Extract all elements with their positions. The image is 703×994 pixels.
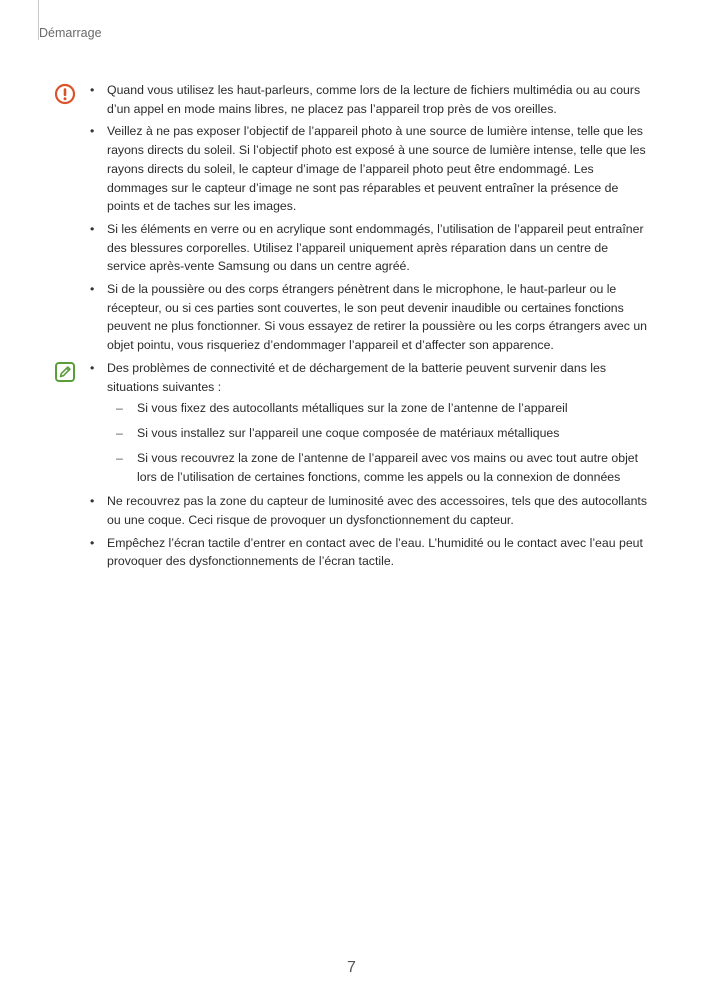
note-item: • Empêchez l’écran tactile d’entrer en contact avec de l’eau. L’humidité ou le contact avec l’eau peut provoquer des dysfonctionnements de l’écran tactile. — [90, 534, 650, 571]
note-list — [90, 359, 650, 575]
section-title: Démarrage — [39, 26, 102, 40]
note-icon — [54, 361, 76, 383]
note-sub-item: – Si vous fixez des autocollants métalliques sur la zone de l’antenne de l’appareil — [107, 399, 650, 418]
caution-icon — [54, 83, 76, 105]
caution-item: • Veillez à ne pas exposer l’objectif de l’appareil photo à une source de lumière intense, telle que les rayons directs du soleil. Si l’objectif photo est exposé à une source de lumière intense, telle que les rayons directs du soleil, le capteur d’image de l’appareil photo peut être endommagé. Les dommages sur le capteur d’image ne sont pas réparables et peuvent entraîner la présence de points et de taches sur les images. — [90, 122, 650, 216]
note-item — [90, 359, 650, 486]
note-sub-item: – Si vous recouvrez la zone de l’antenne de l’appareil avec vos mains ou avec tout autre objet lors de l’utilisation de certaines fonctions, comme les appels ou la connexion de données — [107, 449, 650, 486]
note-sub-item: – Si vous installez sur l’appareil une coque composée de matériaux métalliques — [107, 424, 650, 443]
page-number: 7 — [347, 959, 356, 976]
caution-item: • Si de la poussière ou des corps étrangers pénètrent dans le microphone, le haut-parleur ou le récepteur, ou si ces parties sont couvertes, le son peut devenir inaudible ou certaines fonctions peuvent ne plus fonctionner. Si vous essayez de retirer la poussière ou les corps étrangers avec un objet pointu, vous risqueriez d’endommager l’appareil et d’affecter son apparence. — [90, 280, 650, 355]
caution-item: • Quand vous utilisez les haut-parleurs, comme lors de la lecture de fichiers multimédia ou au cours d’un appel en mode mains libres, ne placez pas l’appareil trop près de vos oreilles. — [90, 81, 650, 118]
note-sub-list — [107, 399, 650, 486]
note-item: • Ne recouvrez pas la zone du capteur de luminosité avec des accessoires, tels que des autocollants ou une coque. Ceci risque de provoquer un dysfonctionnement du capteur. — [90, 492, 650, 529]
caution-item: • Si les éléments en verre ou en acrylique sont endommagés, l’utilisation de l’appareil peut entraîner des blessures corporelles. Utilisez l’appareil uniquement après réparation dans un centre de service après-vente Samsung ou dans un centre agréé. — [90, 220, 650, 276]
note-intro: Des problèmes de connectivité et de déchargement de la batterie peuvent survenir dans les situations suivantes : — [107, 361, 607, 394]
caution-list — [90, 81, 650, 359]
